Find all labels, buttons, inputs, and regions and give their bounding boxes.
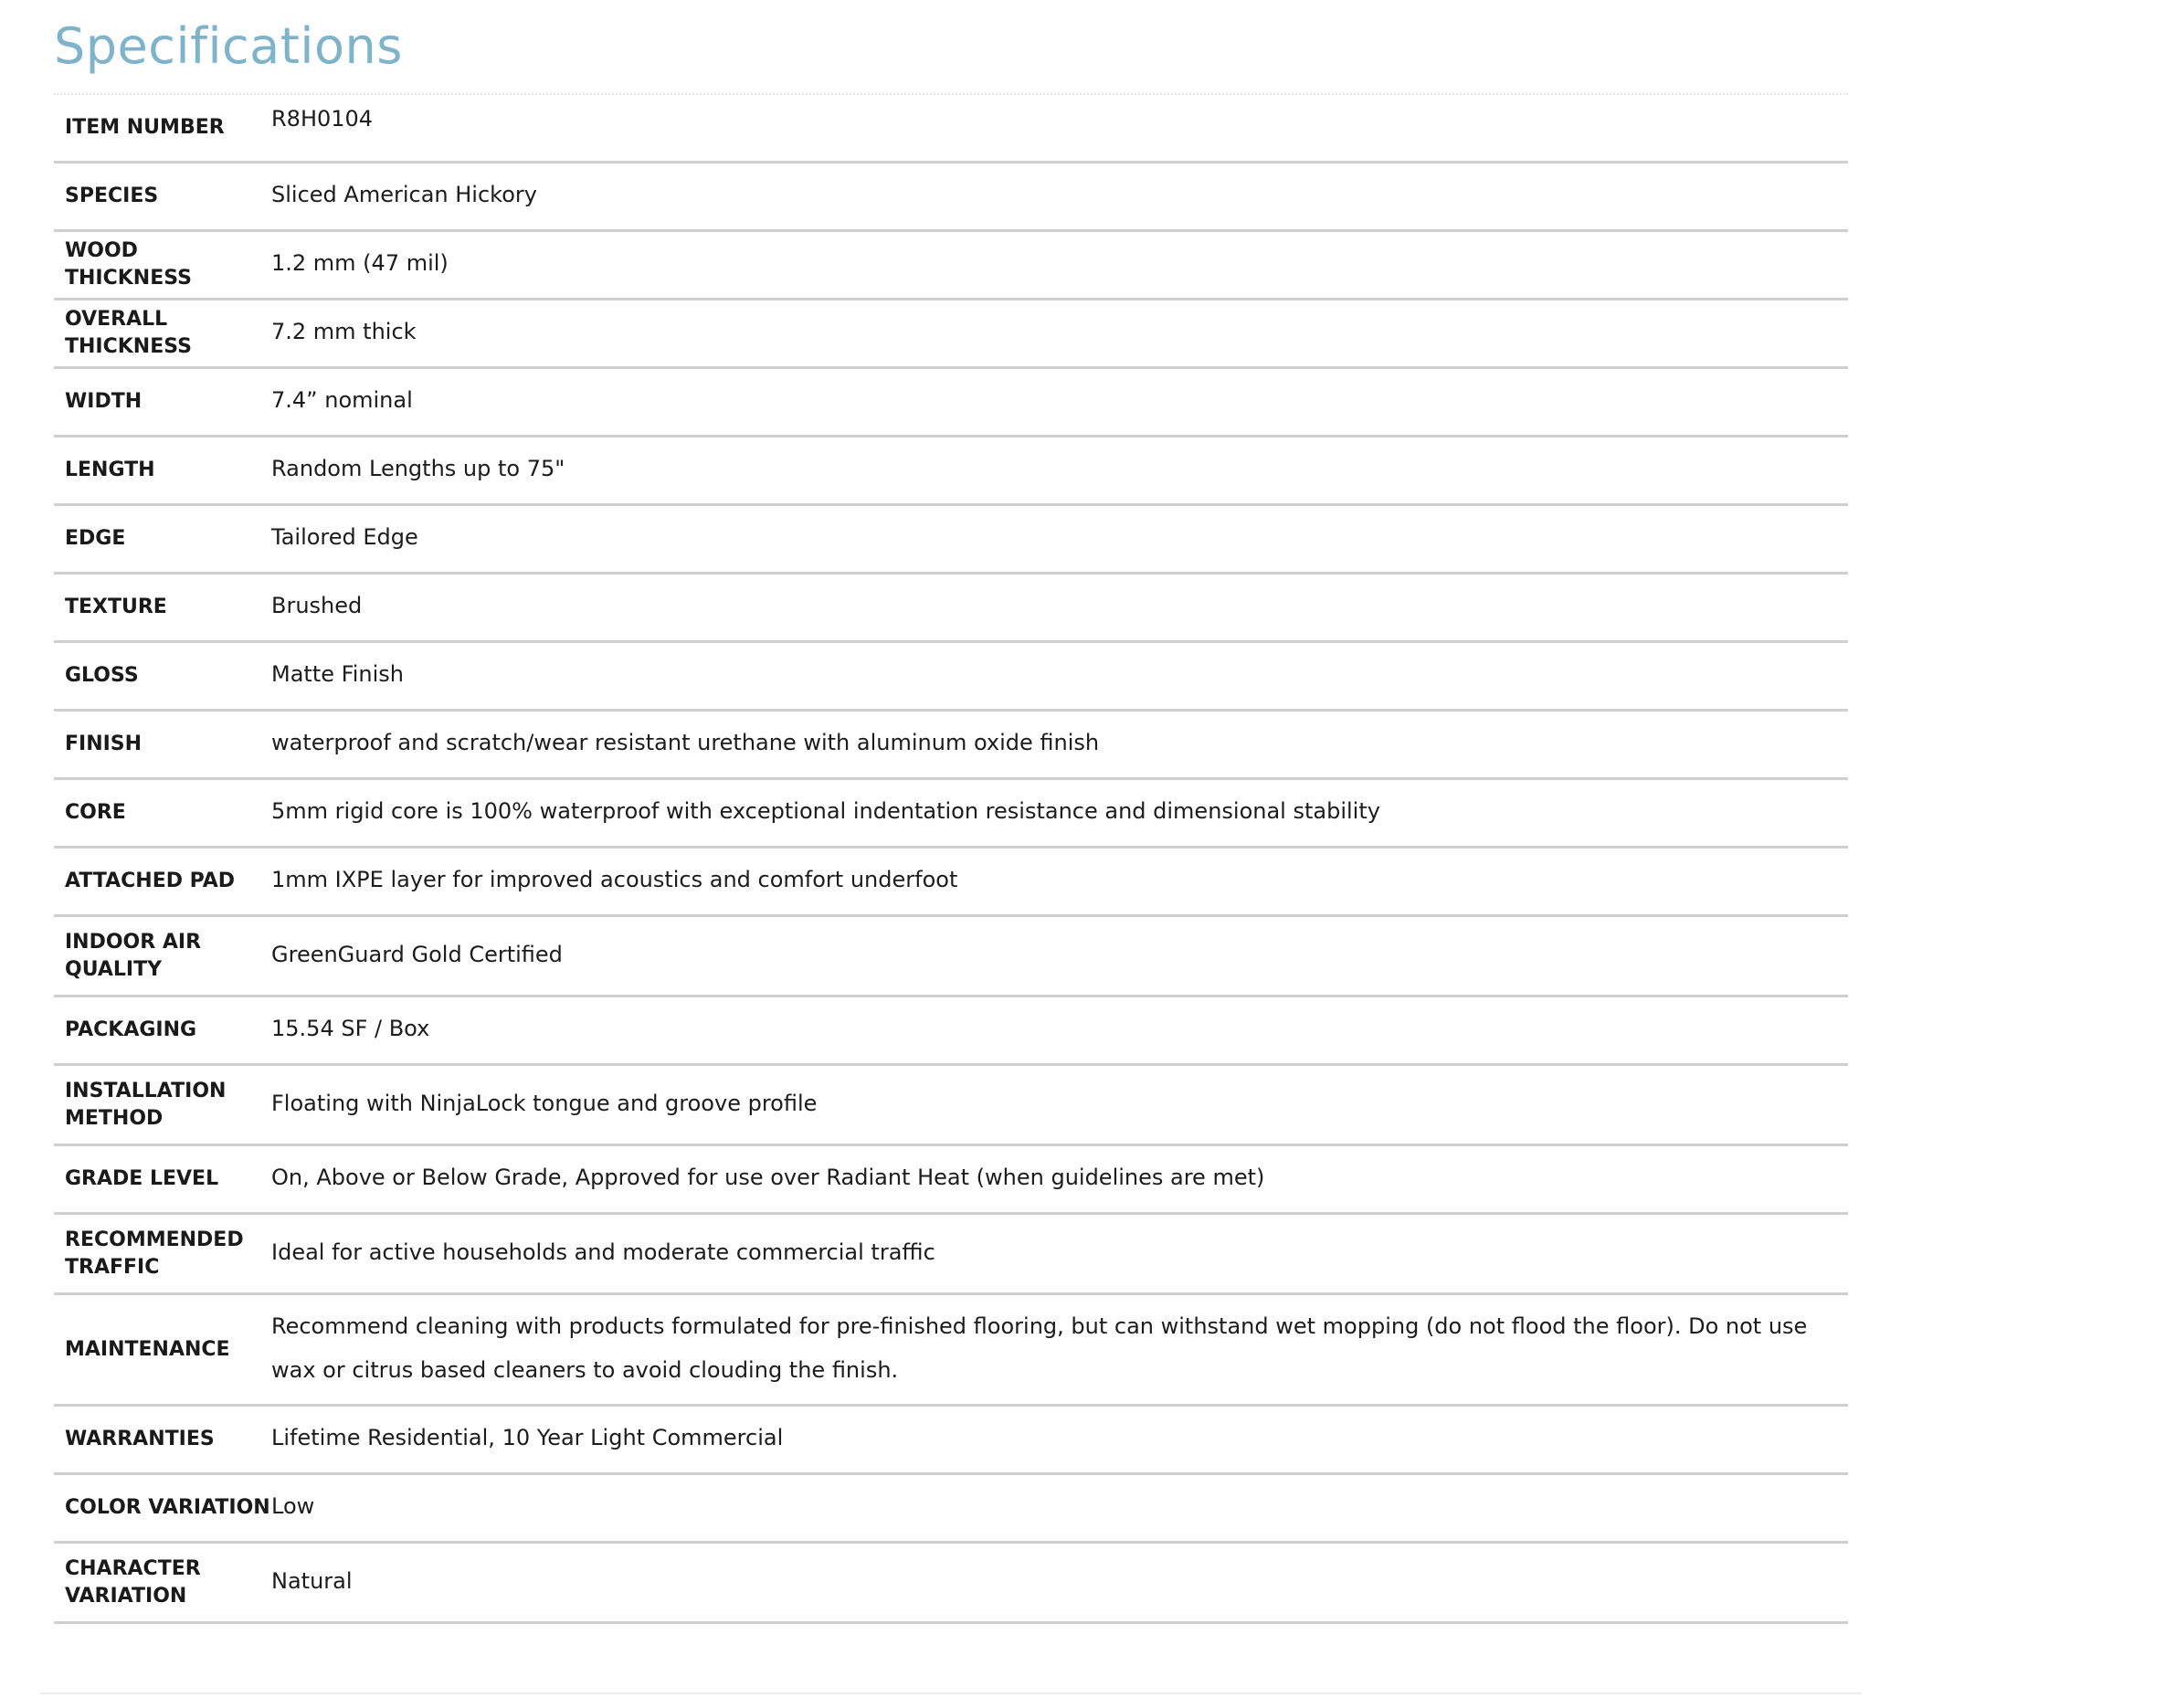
spec-value (271, 437, 1848, 505)
footer-divider (40, 1692, 1862, 1694)
spec-row-edge (54, 505, 1848, 574)
spec-label: CHARACTER VARIATION (54, 1543, 271, 1623)
spec-value (271, 368, 1848, 437)
spec-value-text: 5mm rigid core is 100% waterproof with exceptional indentation resistance and dimensional stability (271, 798, 1380, 824)
spec-label: MAINTENANCE (54, 1294, 271, 1406)
spec-label: LENGTH (54, 437, 271, 505)
spec-row-species (54, 163, 1848, 231)
spec-value (271, 95, 1848, 163)
spec-value-text: Brushed (271, 593, 363, 618)
spec-value (271, 1145, 1848, 1214)
spec-value (271, 1474, 1848, 1543)
spec-value-text: Recommend cleaning with products formulated for pre-finished flooring, but can withstand wet mopping (do not flood the floor). Do not use wax or citrus based cleaners to avoid clouding the finish. (271, 1313, 1808, 1383)
spec-value (271, 231, 1848, 300)
spec-value-text: On, Above or Below Grade, Approved for use over Radiant Heat (when guidelines are met) (271, 1165, 1265, 1190)
spec-value (271, 1214, 1848, 1294)
spec-row-packaging (54, 996, 1848, 1065)
spec-value-text: Low (271, 1493, 315, 1519)
spec-value-text: Lifetime Residential, 10 Year Light Commercial (271, 1425, 784, 1450)
spec-label: WOOD THICKNESS (54, 231, 271, 300)
spec-row-grade-level (54, 1145, 1848, 1214)
spec-value-text: 1mm IXPE layer for improved acoustics and comfort underfoot (271, 867, 958, 892)
spec-value-text: Tailored Edge (271, 524, 418, 550)
spec-value-text: R8H0104 (271, 106, 374, 132)
spec-value-text: Sliced American Hickory (271, 182, 537, 207)
page-title: Specifications (54, 17, 403, 75)
spec-value-text: Natural (271, 1567, 353, 1594)
spec-label: COLOR VARIATION (54, 1474, 271, 1543)
spec-row-core (54, 779, 1848, 848)
spec-value (271, 300, 1848, 368)
spec-row-installation-method (54, 1065, 1848, 1145)
spec-row-attached-pad (54, 848, 1848, 916)
spec-label: ITEM NUMBER (54, 95, 271, 163)
spec-label: PACKAGING (54, 996, 271, 1065)
spec-value (271, 163, 1848, 231)
spec-label: INDOOR AIR QUALITY (54, 916, 271, 996)
specifications-section (54, 0, 1848, 1624)
spec-row-warranties (54, 1406, 1848, 1474)
spec-value-text: 7.4” nominal (271, 387, 413, 413)
spec-value-text: Ideal for active households and moderate commercial traffic (271, 1239, 935, 1265)
spec-row-wood-thickness (54, 231, 1848, 300)
spec-label: ATTACHED PAD (54, 848, 271, 916)
spec-value-text: 1.2 mm (47 mil) (271, 250, 449, 276)
spec-value (271, 1294, 1848, 1406)
spec-row-recommended-traffic (54, 1214, 1848, 1294)
spec-label: GLOSS (54, 642, 271, 711)
spec-value-text: Floating with NinjaLock tongue and groove profile (271, 1090, 818, 1116)
spec-value-text: GreenGuard Gold Certified (271, 941, 563, 967)
spec-value-text: Matte Finish (271, 661, 404, 687)
spec-value-text: waterproof and scratch/wear resistant urethane with aluminum oxide finish (271, 730, 1100, 755)
spec-value (271, 711, 1848, 779)
spec-label: OVERALL THICKNESS (54, 300, 271, 368)
spec-label: EDGE (54, 505, 271, 574)
spec-value (271, 1543, 1848, 1623)
spec-label: SPECIES (54, 163, 271, 231)
spec-value (271, 1406, 1848, 1474)
spec-row-maintenance (54, 1294, 1848, 1406)
spec-value-text: Random Lengths up to 75" (271, 456, 565, 481)
spec-row-finish (54, 711, 1848, 779)
spec-value (271, 574, 1848, 642)
spec-label: TEXTURE (54, 574, 271, 642)
spec-row-color-variation (54, 1474, 1848, 1543)
spec-row-length (54, 437, 1848, 505)
spec-row-texture (54, 574, 1848, 642)
specifications-table (54, 95, 1848, 1624)
spec-row-overall-thickness (54, 300, 1848, 368)
spec-label: INSTALLATION METHOD (54, 1065, 271, 1145)
spec-label: GRADE LEVEL (54, 1145, 271, 1214)
spec-label: RECOMMENDED TRAFFIC (54, 1214, 271, 1294)
spec-label: WIDTH (54, 368, 271, 437)
spec-value (271, 642, 1848, 711)
spec-value (271, 848, 1848, 916)
spec-row-width (54, 368, 1848, 437)
spec-value (271, 1065, 1848, 1145)
spec-row-gloss (54, 642, 1848, 711)
spec-label: CORE (54, 779, 271, 848)
spec-row-item-number (54, 95, 1848, 163)
spec-row-character-variation (54, 1543, 1848, 1623)
spec-value (271, 996, 1848, 1065)
spec-label: FINISH (54, 711, 271, 779)
spec-value (271, 505, 1848, 574)
spec-value (271, 916, 1848, 996)
spec-value (271, 779, 1848, 848)
spec-row-indoor-air-quality (54, 916, 1848, 996)
spec-label: WARRANTIES (54, 1406, 271, 1474)
spec-value-text: 15.54 SF / Box (271, 1016, 430, 1041)
spec-value-text: 7.2 mm thick (271, 319, 417, 344)
